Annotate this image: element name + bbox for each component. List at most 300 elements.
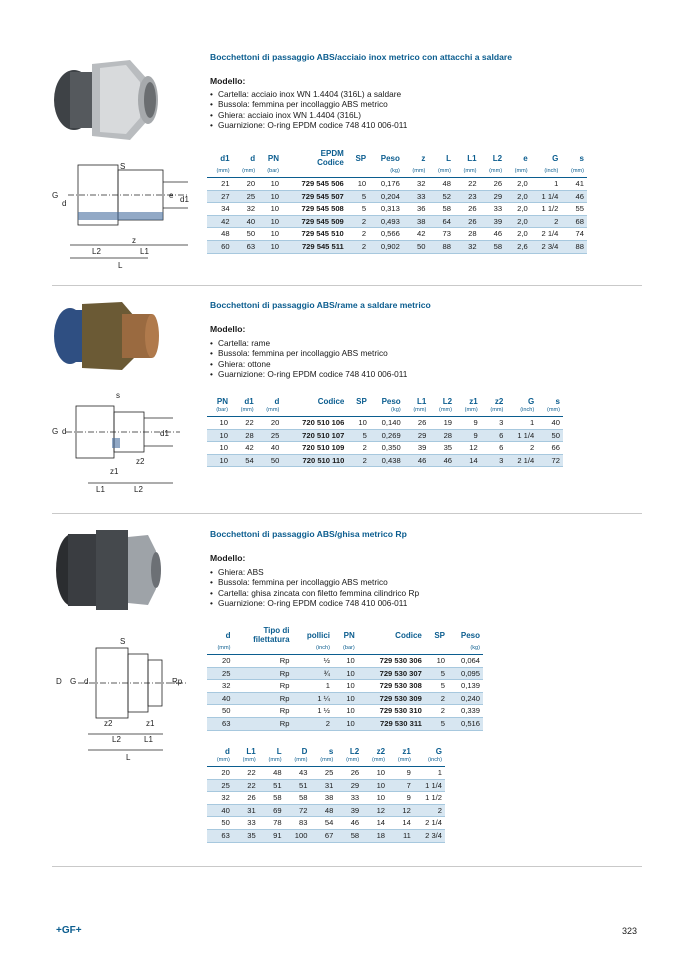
column-unit xyxy=(282,406,347,417)
column-header: SP xyxy=(355,153,367,163)
table-unit-row xyxy=(207,167,587,178)
drawing-label-z2: z2 xyxy=(104,719,113,728)
table-cell: 10 xyxy=(258,203,282,216)
table-cell: 5 xyxy=(347,203,369,216)
drawing-label-g: G xyxy=(52,191,59,200)
spec-table-stainless xyxy=(207,149,587,254)
table-cell: 39 xyxy=(480,215,506,228)
model-bullet-list xyxy=(210,338,407,379)
column-unit: (mm) xyxy=(388,756,414,767)
column-header: SP xyxy=(434,630,446,640)
table-cell: 10 xyxy=(333,655,358,668)
column-unit: (mm) xyxy=(233,756,259,767)
column-header: s xyxy=(555,397,560,406)
column-header: z1 xyxy=(402,747,411,756)
column-header: PN xyxy=(343,630,355,640)
drawing-label-l: L xyxy=(126,753,131,762)
table-cell: 46 xyxy=(404,454,430,467)
table-cell: 52 xyxy=(428,190,454,203)
column-unit xyxy=(347,406,369,417)
table-cell: 29 xyxy=(336,779,362,792)
table-cell: 31 xyxy=(233,804,259,817)
column-header: PN xyxy=(267,153,280,163)
table-cell: 32 xyxy=(454,240,480,253)
table-cell: 20 xyxy=(207,655,233,668)
bullet-item: • Cartella: rame xyxy=(210,338,407,348)
bullet-item: • Ghiera: ABS xyxy=(210,567,419,577)
table-cell: 5 xyxy=(425,680,448,693)
table-cell: 0,064 xyxy=(448,655,483,668)
table-cell: 720 510 110 xyxy=(282,454,347,467)
drawing-label-z2: z2 xyxy=(136,457,145,466)
table-cell: 0,350 xyxy=(370,442,404,455)
table-row xyxy=(207,829,445,842)
table-cell: 10 xyxy=(207,429,231,442)
bullet-item: • Bussola: femmina per incollaggio ABS metrico xyxy=(210,577,419,587)
table-header-row xyxy=(207,747,445,756)
table-row xyxy=(207,454,563,467)
spec-table-copper xyxy=(207,397,563,467)
column-unit xyxy=(233,644,292,655)
table-cell: 2 1/4 xyxy=(531,228,562,241)
table-cell: 0,438 xyxy=(370,454,404,467)
table-cell: 2 xyxy=(347,240,369,253)
column-unit: (inch) xyxy=(414,756,445,767)
column-unit: (mm) xyxy=(403,167,429,178)
table-cell: 10 xyxy=(258,215,282,228)
column-unit: (mm) xyxy=(537,406,563,417)
table-cell: 5 xyxy=(347,429,369,442)
table-cell: 18 xyxy=(362,829,388,842)
table-row xyxy=(207,442,563,455)
table-cell: 60 xyxy=(207,240,233,253)
drawing-label-l2: L2 xyxy=(92,247,101,256)
table-cell: 0,902 xyxy=(369,240,403,253)
table-cell: 22 xyxy=(233,779,259,792)
table-cell: 32 xyxy=(233,203,259,216)
table-cell: 88 xyxy=(561,240,587,253)
table-cell: 2,0 xyxy=(505,178,531,191)
table-cell: 33 xyxy=(233,817,259,830)
column-unit: (mm) xyxy=(455,406,481,417)
table-cell: 42 xyxy=(231,442,257,455)
column-header: L1 xyxy=(246,747,256,756)
table-cell: 729 545 506 xyxy=(282,178,347,191)
table-cell: 32 xyxy=(207,792,233,805)
product-photo-stainless-union xyxy=(52,50,162,150)
table-cell: 23 xyxy=(454,190,480,203)
column-header: Tipo di filettatura xyxy=(253,626,290,644)
table-cell: 26 xyxy=(336,767,362,780)
column-unit: (mm) xyxy=(233,167,259,178)
column-unit: (mm) xyxy=(207,167,233,178)
table-cell: 48 xyxy=(259,767,285,780)
column-unit: (mm) xyxy=(259,756,285,767)
table-header-row xyxy=(207,397,563,406)
column-header: G xyxy=(528,397,535,406)
table-cell: 0,493 xyxy=(369,215,403,228)
column-header: PN xyxy=(216,397,228,406)
table-cell: 1 xyxy=(414,767,445,780)
table-cell: 0,516 xyxy=(448,717,483,730)
table-row xyxy=(207,190,587,203)
table-header-row xyxy=(207,149,587,167)
table-row xyxy=(207,680,483,693)
table-cell: 78 xyxy=(259,817,285,830)
table-cell: 2 1/4 xyxy=(506,454,537,467)
column-unit: (mm) xyxy=(285,756,311,767)
table-cell: 20 xyxy=(257,417,283,430)
table-cell: 40 xyxy=(537,417,563,430)
table-row xyxy=(207,817,445,830)
column-header: d1 xyxy=(220,153,230,163)
drawing-label-z1: z1 xyxy=(146,719,155,728)
table-row xyxy=(207,779,445,792)
table-cell: 6 xyxy=(481,429,507,442)
table-cell: 29 xyxy=(404,429,430,442)
table-cell: 58 xyxy=(285,792,311,805)
table-row xyxy=(207,240,587,253)
section-title: Bocchettoni di passaggio ABS/acciaio inox metrico con attacchi a saldare xyxy=(210,52,512,62)
table-cell: 20 xyxy=(233,178,259,191)
bullet-item: • Bussola: femmina per incollaggio ABS metrico xyxy=(210,99,407,109)
table-row xyxy=(207,792,445,805)
column-unit: (mm) xyxy=(257,406,283,417)
table-cell: 3 xyxy=(481,417,507,430)
table-cell: 14 xyxy=(362,817,388,830)
table-cell: 10 xyxy=(258,240,282,253)
table-cell: Rp xyxy=(233,655,292,668)
table-cell: 0,339 xyxy=(448,705,483,718)
table-cell: 9 xyxy=(388,767,414,780)
drawing-label-l1: L1 xyxy=(96,485,105,494)
column-unit: (kg) xyxy=(370,406,404,417)
table-cell: 10 xyxy=(207,454,231,467)
drawing-label-l: L xyxy=(118,261,123,270)
table-cell: 39 xyxy=(336,804,362,817)
column-unit: (mm) xyxy=(310,756,336,767)
table-unit-row xyxy=(207,406,563,417)
table-cell: 2,0 xyxy=(505,228,531,241)
column-unit: (mm) xyxy=(428,167,454,178)
table-cell: 729 545 507 xyxy=(282,190,347,203)
column-header: L xyxy=(446,153,451,163)
table-cell: 12 xyxy=(362,804,388,817)
spec-table-cast-iron-b xyxy=(207,747,445,843)
drawing-label-l2: L2 xyxy=(112,735,121,744)
table-cell: Rp xyxy=(233,705,292,718)
column-unit xyxy=(282,167,347,178)
table-cell: 2,0 xyxy=(505,215,531,228)
table-cell: 54 xyxy=(231,454,257,467)
column-header: Codice xyxy=(317,397,345,406)
table-cell: 11 xyxy=(388,829,414,842)
table-cell: 22 xyxy=(233,767,259,780)
table-cell: 26 xyxy=(454,203,480,216)
table-cell: 50 xyxy=(403,240,429,253)
column-header: d1 xyxy=(244,397,254,406)
column-unit: (mm) xyxy=(207,644,233,655)
column-unit: (inch) xyxy=(293,644,334,655)
table-cell: 729 530 306 xyxy=(358,655,425,668)
table-cell: 25 xyxy=(207,667,233,680)
table-cell: 10 xyxy=(207,417,231,430)
table-cell: 3 xyxy=(481,454,507,467)
column-header: L2 xyxy=(349,747,360,756)
column-header: G xyxy=(435,747,442,756)
table-cell: 64 xyxy=(428,215,454,228)
table-cell: 46 xyxy=(429,454,455,467)
table-cell: 14 xyxy=(455,454,481,467)
column-header: L1 xyxy=(467,153,477,163)
table-cell: 73 xyxy=(428,228,454,241)
drawing-label-d: d xyxy=(84,677,89,686)
table-cell: 1 xyxy=(506,417,537,430)
column-unit xyxy=(358,644,425,655)
table-cell: 26 xyxy=(404,417,430,430)
page-number: 323 xyxy=(622,926,638,936)
table-cell: 10 xyxy=(362,779,388,792)
table-cell: 26 xyxy=(233,792,259,805)
table-row xyxy=(207,655,483,668)
column-unit xyxy=(425,644,448,655)
table-cell: 48 xyxy=(310,804,336,817)
table-cell: 58 xyxy=(480,240,506,253)
column-unit: (kg) xyxy=(448,644,483,655)
table-cell: 72 xyxy=(537,454,563,467)
column-unit: (bar) xyxy=(207,406,231,417)
table-cell: 39 xyxy=(404,442,430,455)
table-cell: Rp xyxy=(233,667,292,680)
table-cell: 33 xyxy=(403,190,429,203)
model-bullet-list xyxy=(210,89,407,130)
bullet-item: • Guarnizione: O-ring EPDM codice 748 410 006-011 xyxy=(210,598,419,608)
column-header: Codice xyxy=(395,630,422,640)
table-cell: 58 xyxy=(336,829,362,842)
table-cell: 729 545 511 xyxy=(282,240,347,253)
product-photo-copper-union xyxy=(52,296,162,376)
table-cell: 0,566 xyxy=(369,228,403,241)
table-cell: 2 xyxy=(347,228,369,241)
table-cell: 0,176 xyxy=(369,178,403,191)
table-cell: 22 xyxy=(454,178,480,191)
table-cell: 720 510 109 xyxy=(282,442,347,455)
table-cell: 32 xyxy=(403,178,429,191)
table-cell: 42 xyxy=(403,228,429,241)
table-row xyxy=(207,667,483,680)
table-cell: 1 xyxy=(531,178,562,191)
table-cell: 0,313 xyxy=(369,203,403,216)
column-unit: (mm) xyxy=(429,406,455,417)
column-header: z2 xyxy=(494,397,504,406)
column-unit: (inch) xyxy=(506,406,537,417)
column-unit: (kg) xyxy=(369,167,403,178)
table-cell: 100 xyxy=(285,829,311,842)
table-cell: 0,139 xyxy=(448,680,483,693)
table-cell: 0,204 xyxy=(369,190,403,203)
table-cell: 33 xyxy=(336,792,362,805)
column-header: s xyxy=(328,747,334,756)
section-divider xyxy=(52,285,642,286)
drawing-label-e: e xyxy=(169,191,174,200)
table-cell: 43 xyxy=(285,767,311,780)
table-cell: 720 510 107 xyxy=(282,429,347,442)
table-row xyxy=(207,228,587,241)
drawing-label-l1: L1 xyxy=(144,735,153,744)
table-cell: 33 xyxy=(480,203,506,216)
table-cell: 35 xyxy=(429,442,455,455)
table-cell: 5 xyxy=(425,717,448,730)
table-cell: 10 xyxy=(258,228,282,241)
column-unit: (mm) xyxy=(480,167,506,178)
column-header: e xyxy=(523,153,528,163)
model-heading: Modello: xyxy=(210,324,246,334)
bullet-item: • Cartella: ghisa zincata con filetto femmina cilindrico Rp xyxy=(210,588,419,598)
table-cell: 1 1/2 xyxy=(414,792,445,805)
table-cell: 29 xyxy=(480,190,506,203)
table-row xyxy=(207,705,483,718)
column-header: d xyxy=(274,397,280,406)
product-photo-cast-iron-union xyxy=(52,525,162,615)
column-header: d xyxy=(250,153,256,163)
table-cell: 729 530 311 xyxy=(358,717,425,730)
table-cell: 20 xyxy=(207,767,233,780)
section-title: Bocchettoni di passaggio ABS/rame a saldare metrico xyxy=(210,300,431,310)
table-cell: 10 xyxy=(258,190,282,203)
table-cell: 10 xyxy=(333,667,358,680)
table-cell: 0,269 xyxy=(370,429,404,442)
drawing-label-d: d xyxy=(62,427,67,436)
drawing-label-s: S xyxy=(120,637,126,646)
table-cell: 2 xyxy=(347,454,369,467)
table-row xyxy=(207,203,587,216)
table-cell: 50 xyxy=(233,228,259,241)
column-unit: (bar) xyxy=(333,644,358,655)
section-divider xyxy=(52,513,642,514)
table-cell: Rp xyxy=(233,692,292,705)
bullet-item: • Ghiera: ottone xyxy=(210,359,407,369)
table-cell: 1 1/4 xyxy=(531,190,562,203)
table-cell: 2,6 xyxy=(505,240,531,253)
column-header: pollici xyxy=(306,630,331,640)
table-row xyxy=(207,767,445,780)
column-header: EPDM Codice xyxy=(317,149,344,167)
table-row xyxy=(207,417,563,430)
bullet-item: • Guarnizione: O-ring EPDM codice 748 410 006-011 xyxy=(210,369,407,379)
table-cell: 50 xyxy=(207,705,233,718)
drawing-label-g: G xyxy=(70,677,77,686)
table-cell: 40 xyxy=(207,804,233,817)
table-cell: 729 545 509 xyxy=(282,215,347,228)
table-cell: 88 xyxy=(428,240,454,253)
table-cell: 46 xyxy=(336,817,362,830)
table-cell: 7 xyxy=(388,779,414,792)
column-header: d xyxy=(225,630,231,640)
table-cell: 67 xyxy=(310,829,336,842)
table-cell: 21 xyxy=(207,178,233,191)
table-cell: 2 3/4 xyxy=(414,829,445,842)
table-cell: 51 xyxy=(285,779,311,792)
table-cell: 25 xyxy=(233,190,259,203)
table-cell: 46 xyxy=(480,228,506,241)
model-heading: Modello: xyxy=(210,553,246,563)
table-cell: 729 545 510 xyxy=(282,228,347,241)
table-cell: 51 xyxy=(259,779,285,792)
column-header: L1 xyxy=(417,397,427,406)
table-cell: 10 xyxy=(362,767,388,780)
gf-logo: +GF+ xyxy=(56,925,82,936)
bullet-item: • Cartella: acciaio inox WN 1.4404 (316L) a saldare xyxy=(210,89,407,99)
column-unit: (mm) xyxy=(404,406,430,417)
bullet-item: • Ghiera: acciaio inox WN 1.4404 (316L) xyxy=(210,110,407,120)
column-header: L2 xyxy=(442,397,453,406)
column-header: z1 xyxy=(469,397,478,406)
table-cell: 6 xyxy=(481,442,507,455)
model-heading: Modello: xyxy=(210,76,246,86)
table-cell: 40 xyxy=(207,692,233,705)
table-cell: 1 xyxy=(293,680,334,693)
column-header: Peso xyxy=(460,630,480,640)
table-cell: 2 3/4 xyxy=(531,240,562,253)
table-unit-row xyxy=(207,756,445,767)
column-header: L xyxy=(276,747,282,756)
table-cell: 2 xyxy=(347,442,369,455)
table-cell: 9 xyxy=(455,417,481,430)
table-cell: 54 xyxy=(310,817,336,830)
table-cell: 9 xyxy=(455,429,481,442)
table-cell: 48 xyxy=(207,228,233,241)
table-cell: 38 xyxy=(310,792,336,805)
column-unit xyxy=(347,167,369,178)
table-cell: 66 xyxy=(537,442,563,455)
table-cell: 83 xyxy=(285,817,311,830)
table-cell: 48 xyxy=(428,178,454,191)
table-cell: 1 1/4 xyxy=(506,429,537,442)
table-cell: 19 xyxy=(429,417,455,430)
technical-drawing-cast-iron xyxy=(48,622,193,762)
column-header: d xyxy=(224,747,230,756)
table-row xyxy=(207,804,445,817)
table-cell: 5 xyxy=(425,667,448,680)
table-cell: 46 xyxy=(561,190,587,203)
table-cell: 1 ½ xyxy=(293,705,334,718)
technical-drawing-stainless xyxy=(48,150,193,275)
table-cell: 28 xyxy=(429,429,455,442)
table-cell: 1 ¼ xyxy=(293,692,334,705)
table-cell: 2 xyxy=(425,705,448,718)
column-header: z2 xyxy=(376,747,386,756)
table-cell: 10 xyxy=(258,178,282,191)
table-cell: 31 xyxy=(310,779,336,792)
table-cell: 22 xyxy=(231,417,257,430)
table-cell: 2 xyxy=(347,215,369,228)
table-cell: 63 xyxy=(207,829,233,842)
column-unit: (mm) xyxy=(231,406,257,417)
table-cell: 69 xyxy=(259,804,285,817)
bullet-item: • Bussola: femmina per incollaggio ABS metrico xyxy=(210,348,407,358)
table-cell: 1 1/2 xyxy=(531,203,562,216)
table-row xyxy=(207,429,563,442)
column-unit: (mm) xyxy=(454,167,480,178)
table-cell: 2 xyxy=(425,692,448,705)
column-unit: (mm) xyxy=(505,167,531,178)
table-cell: 0,095 xyxy=(448,667,483,680)
table-cell: 2 1/4 xyxy=(414,817,445,830)
table-cell: 720 510 106 xyxy=(282,417,347,430)
table-cell: ½ xyxy=(293,655,334,668)
table-cell: 9 xyxy=(388,792,414,805)
table-cell: 35 xyxy=(233,829,259,842)
